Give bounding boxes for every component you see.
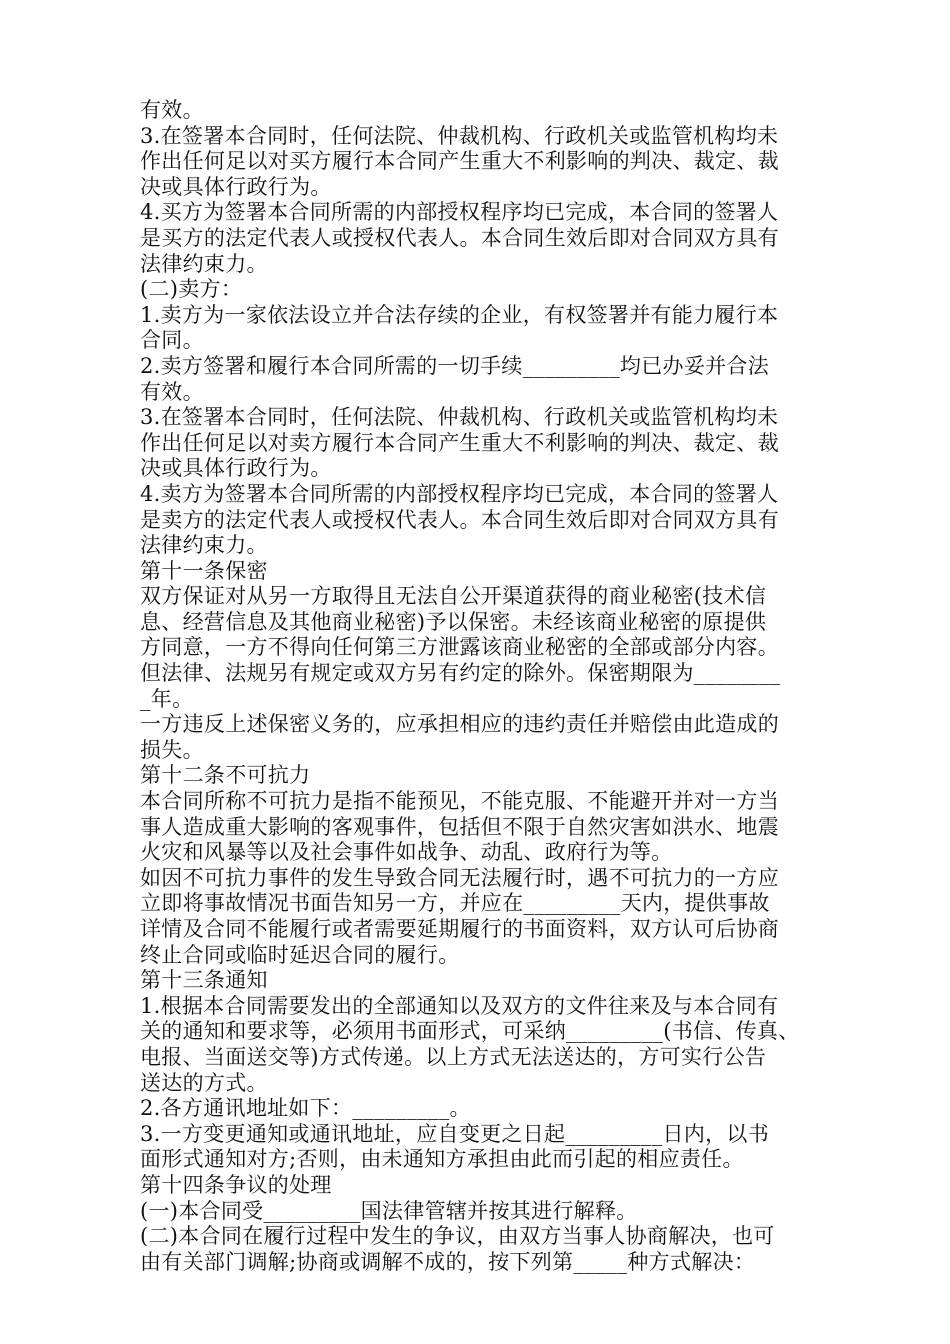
text-line: 方同意，一方不得向任何第三方泄露该商业秘密的全部或部分内容。 (140, 635, 779, 660)
text-line: (二)本合同在履行过程中发生的争议，由双方当事人协商解决，也可 (140, 1224, 775, 1249)
article-heading: 第十二条不可抗力 (140, 763, 311, 788)
text-line: 双方保证对从另一方取得且无法自公开渠道获得的商业秘密(技术信 (140, 584, 767, 609)
text-line: 详情及合同不能履行或者需要延期履行的书面资料，双方认可后协商 (140, 917, 779, 941)
text-line: 面形式通知对方;否则，由未通知方承担由此而引起的相应责任。 (140, 1147, 744, 1172)
text-line: 事人造成重大影响的客观事件，包括但不限于自然灾害如洪水、地震 (140, 814, 779, 839)
text-line: 3.在签署本合同时，任何法院、仲裁机构、行政机关或监管机构均未 (140, 405, 779, 430)
text-line: 1.卖方为一家依法设立并合法存续的企业，有权签署并有能力履行本 (140, 302, 779, 327)
article-heading: 第十四条争议的处理 (140, 1172, 332, 1197)
text-line: 3.在签署本合同时，任何法院、仲裁机构、行政机关或监管机构均未 (140, 123, 779, 148)
article-heading: 第十一条保密 (140, 558, 268, 583)
text-line: 3.一方变更通知或通讯地址，应自变更之日起_________日内，以书 (140, 1121, 770, 1146)
text-line: 息、经营信息及其他商业秘密)予以保密。未经该商业秘密的原提供 (140, 609, 767, 634)
text-line: 如因不可抗力事件的发生导致合同无法履行时，遇不可抗力的一方应 (140, 865, 779, 890)
document-page (140, 98, 820, 1275)
text-line: 2.各方通讯地址如下：_________。 (140, 1096, 471, 1121)
text-line: 电报、当面送交等)方式传递。以上方式无法送达的，方可实行公告 (140, 1044, 767, 1069)
text-line: 终止合同或临时延迟合同的履行。 (140, 942, 460, 967)
text-line: 决或具体行政行为。 (140, 456, 332, 481)
text-line: 是卖方的法定代表人或授权代表人。本合同生效后即对合同双方具有 (140, 507, 779, 532)
text-line: 决或具体行政行为。 (140, 174, 332, 199)
text-line: 有效。 (140, 379, 204, 404)
text-line: 一方违反上述保密义务的，应承担相应的违约责任并赔偿由此造成的 (140, 712, 779, 737)
text-line: 关的通知和要求等，必须用书面形式，可采纳_________(书信、传真、 (140, 1019, 800, 1044)
text-line: 由有关部门调解;协商或调解不成的，按下列第_____种方式解决： (140, 1249, 756, 1274)
text-line: (一)本合同受_________国法律管辖并按其进行解释。 (140, 1198, 638, 1223)
text-line: 合同。 (140, 328, 204, 353)
text-line: 1.根据本合同需要发出的全部通知以及双方的文件往来及与本合同有 (140, 993, 779, 1018)
text-line: 有效。 (140, 98, 204, 122)
text-line: 法律约束力。 (140, 533, 268, 558)
text-line: 法律约束力。 (140, 251, 268, 276)
section-heading: (二)卖方： (140, 277, 243, 302)
text-line: 2.卖方签署和履行本合同所需的一切手续_________均已办妥并合法 (140, 353, 770, 378)
text-line: 作出任何足以对买方履行本合同产生重大不利影响的判决、裁定、裁 (140, 149, 779, 174)
text-line: 立即将事故情况书面告知另一方，并应在_________天内，提供事故 (140, 891, 770, 916)
text-line: 4.买方为签署本合同所需的内部授权程序均已完成，本合同的签署人 (140, 200, 779, 225)
text-line: 但法律、法规另有规定或双方另有约定的除外。保密期限为________ (140, 661, 781, 686)
text-line: 送达的方式。 (140, 1070, 268, 1095)
text-line: 是买方的法定代表人或授权代表人。本合同生效后即对合同双方具有 (140, 225, 779, 250)
text-line: 4.卖方为签署本合同所需的内部授权程序均已完成，本合同的签署人 (140, 481, 779, 506)
text-line: 损失。 (140, 737, 204, 762)
text-line: 火灾和风暴等以及社会事件如战争、动乱、政府行为等。 (140, 840, 673, 865)
text-line: 作出任何足以对卖方履行本合同产生重大不利影响的判决、裁定、裁 (140, 430, 779, 455)
article-heading: 第十三条通知 (140, 968, 268, 993)
text-line: _年。 (140, 686, 194, 711)
text-line: 本合同所称不可抗力是指不能预见，不能克服、不能避开并对一方当 (140, 789, 779, 814)
